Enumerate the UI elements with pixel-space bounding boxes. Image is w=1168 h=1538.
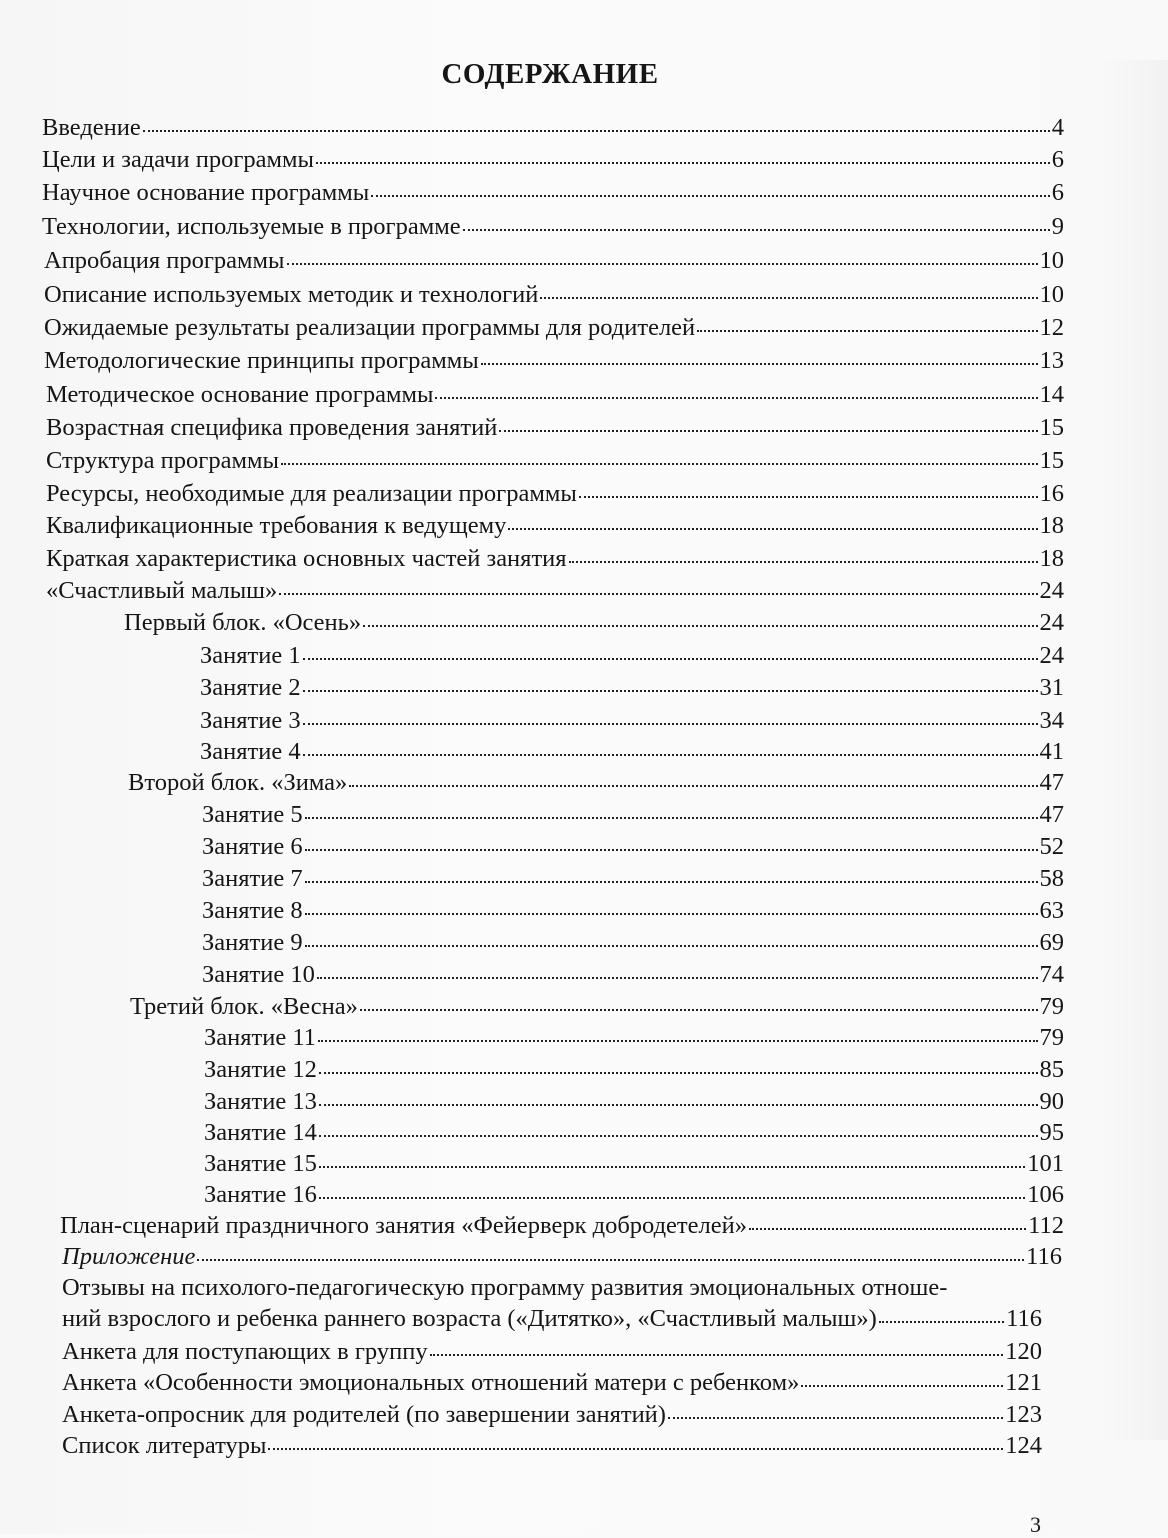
toc-entry[interactable]: [202, 864, 1064, 894]
toc-entry[interactable]: [60, 1211, 1064, 1241]
toc-entry[interactable]: [62, 1431, 1042, 1461]
toc-entry[interactable]: [42, 178, 1064, 208]
toc-entry[interactable]: [46, 576, 1064, 606]
toc-entry-label: Занятие 11: [204, 1024, 316, 1051]
toc-entry-label: Занятие 5: [202, 801, 303, 828]
leader-dots: [360, 1009, 1038, 1011]
toc-entry[interactable]: [202, 928, 1064, 958]
leader-dots: [435, 397, 1037, 399]
toc-entry-label: Ресурсы, необходимые для реализации программы: [46, 480, 577, 507]
page-number: 3: [1030, 1512, 1041, 1537]
toc-entry-page: 24: [1039, 609, 1064, 636]
toc-entry-page: 47: [1039, 769, 1064, 796]
toc-entry-label: Приложение: [62, 1243, 196, 1270]
toc-entry[interactable]: [44, 280, 1064, 310]
toc-entry-label: Методологические принципы программы: [44, 347, 479, 374]
toc-entry-page: 16: [1039, 480, 1064, 507]
toc-entry-page: 63: [1039, 897, 1064, 924]
toc-entry[interactable]: [202, 800, 1064, 830]
toc-entry-label: План-сценарий праздничного занятия «Фейерверк добродетелей»: [60, 1212, 747, 1239]
leader-dots: [318, 1040, 1038, 1042]
toc-entry-page: 112: [1028, 1212, 1064, 1239]
leader-dots: [319, 1104, 1038, 1106]
toc-entry[interactable]: [200, 706, 1064, 736]
toc-entry-page: 13: [1039, 347, 1064, 374]
leader-dots: [363, 625, 1037, 627]
toc-entry-label: Апробация программы: [44, 247, 285, 274]
toc-entry-page: 101: [1027, 1150, 1064, 1177]
toc-entry-label: Анкета «Особенности эмоциональных отношений матери с ребенком»: [62, 1369, 800, 1396]
toc-entry-page: 123: [1005, 1401, 1042, 1428]
toc-entry-page: 47: [1039, 801, 1064, 828]
toc-entry[interactable]: [204, 1087, 1064, 1117]
toc-entry-label: Занятие 8: [202, 897, 303, 924]
toc-entry-label: Цели и задачи программы: [42, 146, 314, 173]
toc-entry-label: Методическое основание программы: [46, 381, 434, 408]
leader-dots: [463, 229, 1050, 231]
toc-entry[interactable]: [46, 544, 1064, 574]
toc-entry-page: 79: [1039, 1024, 1064, 1051]
toc-entry-label: Первый блок. «Осень»: [124, 609, 362, 636]
toc-entry-page: 95: [1039, 1119, 1064, 1146]
toc-entry-page: 31: [1039, 674, 1064, 701]
leader-dots: [569, 561, 1038, 563]
toc-entry-label: Занятие 14: [204, 1119, 317, 1146]
toc-entry-label: Научное основание программы: [42, 179, 370, 206]
toc-entry-page: 85: [1039, 1056, 1064, 1083]
leader-dots: [305, 945, 1038, 947]
toc-entry-label: Занятие 3: [200, 707, 301, 734]
toc-entry-page: 41: [1039, 738, 1064, 765]
toc-entry-label: Занятие 16: [204, 1181, 317, 1208]
toc-entry-label: Краткая характеристика основных частей занятия: [46, 545, 567, 572]
toc-entry-page: 34: [1039, 707, 1064, 734]
toc-entry-label: Занятие 7: [202, 865, 303, 892]
toc-entry[interactable]: [42, 113, 1064, 143]
toc-entry-label: Анкета для поступающих в группу: [62, 1338, 428, 1365]
toc-entry[interactable]: [124, 608, 1064, 638]
toc-entry[interactable]: [42, 145, 1064, 175]
toc-entry-page: 10: [1039, 281, 1064, 308]
toc-entry[interactable]: [44, 346, 1064, 376]
toc-entry-page: 120: [1005, 1338, 1042, 1365]
toc-entry-label: Занятие 9: [202, 929, 303, 956]
toc-entry[interactable]: [44, 246, 1064, 276]
toc-entry-label: Занятие 6: [202, 833, 303, 860]
toc-entry-page: 121: [1005, 1369, 1042, 1396]
toc-entry-page: 6: [1051, 146, 1064, 173]
toc-entry-page: 90: [1039, 1088, 1064, 1115]
leader-dots: [279, 593, 1037, 595]
toc-entry-label: Второй блок. «Зима»: [128, 769, 348, 796]
toc-entry[interactable]: [130, 992, 1064, 1022]
toc-entry-page: 10: [1039, 247, 1064, 274]
toc-entry[interactable]: [46, 479, 1064, 509]
toc-entry[interactable]: [62, 1368, 1042, 1398]
toc-entry-page: 4: [1051, 114, 1064, 141]
toc-entry[interactable]: [46, 380, 1064, 410]
leader-dots: [303, 723, 1038, 725]
toc-entry[interactable]: [44, 313, 1064, 343]
toc-entry-page: 69: [1039, 929, 1064, 956]
toc-entry[interactable]: [204, 1055, 1064, 1085]
toc-entry[interactable]: [42, 212, 1064, 242]
toc-entry[interactable]: [200, 737, 1064, 767]
toc-entry-page: 12: [1039, 314, 1064, 341]
toc-entry[interactable]: [202, 960, 1064, 990]
toc-entry-label: Занятие 13: [204, 1088, 317, 1115]
toc-entry-label: Возрастная специфика проведения занятий: [46, 414, 498, 441]
toc-entry-label: Список литературы: [62, 1432, 267, 1459]
reviews-first-line: Отзывы на психолого-педагогическую программу развития эмоциональных отноше-: [62, 1274, 948, 1301]
toc-entry[interactable]: [62, 1400, 1042, 1430]
toc-entry[interactable]: [204, 1180, 1064, 1210]
toc-entry-label: Ожидаемые результаты реализации программы для родителей: [44, 314, 696, 341]
toc-entry[interactable]: [204, 1149, 1064, 1179]
toc-entry-page: 15: [1039, 414, 1064, 441]
toc-entry-label: Введение: [42, 114, 141, 141]
toc-entry-page: 24: [1039, 577, 1064, 604]
toc-entry[interactable]: [62, 1304, 1042, 1334]
toc-entry-page: 24: [1039, 642, 1064, 669]
toc-entry[interactable]: [200, 673, 1064, 703]
leader-dots: [305, 817, 1038, 819]
page-shadow: [1100, 60, 1168, 1440]
leader-dots: [143, 130, 1050, 132]
leader-dots: [305, 849, 1038, 851]
toc-entry-page: 74: [1039, 961, 1064, 988]
toc-entry[interactable]: [46, 446, 1064, 476]
toc-entry[interactable]: [204, 1023, 1064, 1053]
toc-entry-page: 116: [1026, 1243, 1062, 1270]
leader-dots: [430, 1354, 1004, 1356]
toc-entry-label: ний взрослого и ребенка раннего возраста («Дитятко», «Счастливый малыш»): [62, 1305, 877, 1332]
toc-entry-label: «Счастливый малыш»: [46, 577, 278, 604]
toc-entry-page: 6: [1051, 179, 1064, 206]
toc-entry[interactable]: [46, 511, 1064, 541]
toc-entry-label: Анкета-опросник для родителей (по завершении занятий): [62, 1401, 666, 1428]
leader-dots: [879, 1321, 1004, 1323]
leader-dots: [349, 785, 1037, 787]
toc-entry-label: Занятие 15: [204, 1150, 317, 1177]
toc-entry-label: Занятие 10: [202, 961, 315, 988]
toc-entry-page: 106: [1027, 1181, 1064, 1208]
toc-entry[interactable]: [128, 768, 1064, 798]
leader-dots: [319, 1135, 1038, 1137]
leader-dots: [579, 496, 1038, 498]
toc-entry-page: 116: [1006, 1305, 1042, 1332]
leader-dots: [499, 430, 1037, 432]
leader-dots: [481, 363, 1038, 365]
toc-entry-page: 18: [1039, 545, 1064, 572]
leader-dots: [303, 754, 1038, 756]
leader-dots: [316, 162, 1050, 164]
leader-dots: [305, 913, 1038, 915]
toc-entry-appendix[interactable]: [62, 1242, 1062, 1272]
leader-dots: [749, 1228, 1026, 1230]
toc-entry[interactable]: [200, 641, 1064, 671]
leader-dots: [197, 1259, 1024, 1261]
leader-dots: [303, 690, 1038, 692]
toc-entry-page: 15: [1039, 447, 1064, 474]
leader-dots: [303, 658, 1038, 660]
toc-entry-label: Занятие 1: [200, 642, 301, 669]
toc-entry-label: Третий блок. «Весна»: [130, 993, 358, 1020]
toc-entry-label: Структура программы: [46, 447, 279, 474]
leader-dots: [319, 1072, 1038, 1074]
leader-dots: [697, 330, 1037, 332]
toc-entry-label: Занятие 2: [200, 674, 301, 701]
toc-entry[interactable]: [204, 1118, 1064, 1148]
toc-entry-label: Описание используемых методик и технологий: [44, 281, 539, 308]
toc-entry-label: Технологии, используемые в программе: [42, 213, 461, 240]
toc-entry-page: 124: [1005, 1432, 1042, 1459]
leader-dots: [668, 1417, 1003, 1419]
leader-dots: [371, 195, 1050, 197]
toc-entry-label: Квалификационные требования к ведущему: [46, 512, 507, 539]
leader-dots: [317, 977, 1038, 979]
leader-dots: [319, 1197, 1025, 1199]
toc-entry-page: 58: [1039, 865, 1064, 892]
leader-dots: [508, 528, 1037, 530]
toc-entry-page: 18: [1039, 512, 1064, 539]
page-title: СОДЕРЖАНИЕ: [441, 58, 659, 90]
toc-entry-page: 14: [1039, 381, 1064, 408]
leader-dots: [287, 263, 1038, 265]
leader-dots: [540, 297, 1037, 299]
leader-dots: [305, 881, 1038, 883]
leader-dots: [268, 1448, 1003, 1450]
toc-entry[interactable]: [62, 1337, 1042, 1367]
leader-dots: [281, 463, 1038, 465]
toc-entry-page: 52: [1039, 833, 1064, 860]
toc-entry[interactable]: [46, 413, 1064, 443]
toc-entry-page: 9: [1051, 213, 1064, 240]
toc-entry-label: Занятие 4: [200, 738, 301, 765]
toc-entry-page: 79: [1039, 993, 1064, 1020]
toc-entry-label: Занятие 12: [204, 1056, 317, 1083]
toc-entry[interactable]: [202, 832, 1064, 862]
leader-dots: [801, 1385, 1003, 1387]
leader-dots: [319, 1166, 1025, 1168]
toc-entry[interactable]: [202, 896, 1064, 926]
